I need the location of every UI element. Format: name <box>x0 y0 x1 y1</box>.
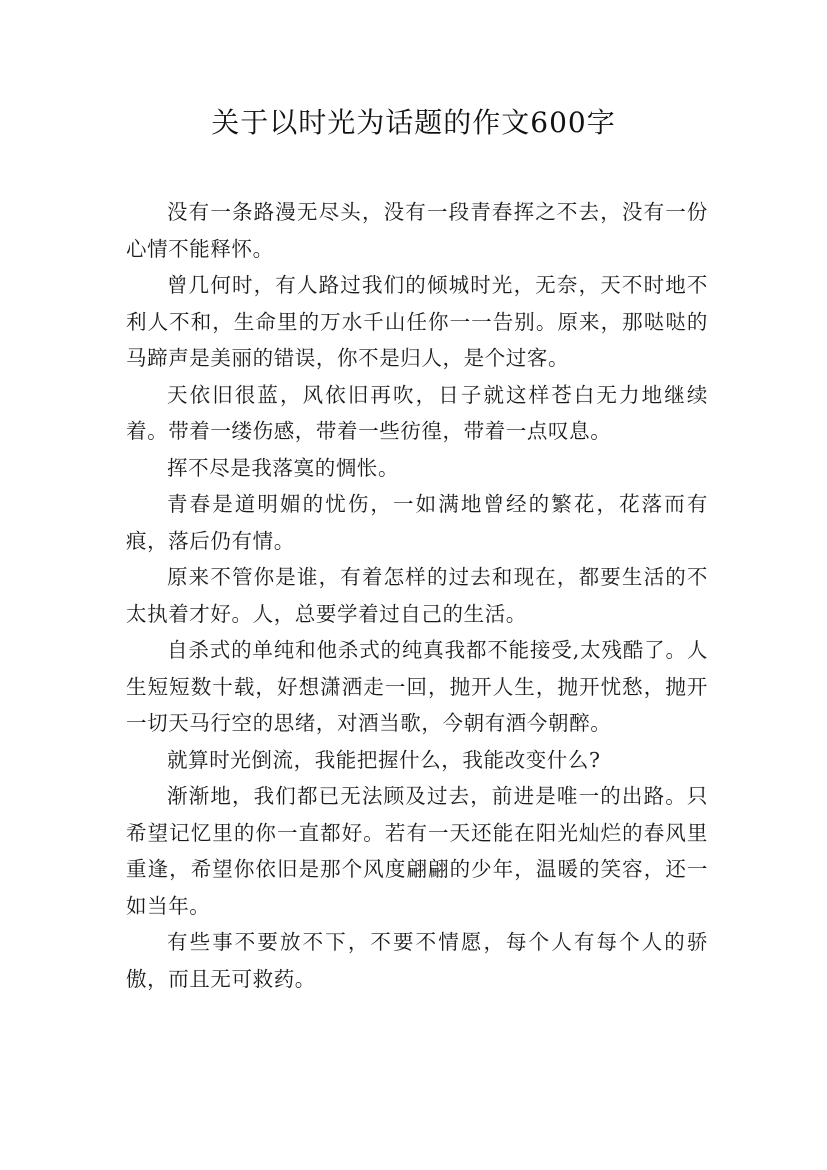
paragraph: 渐渐地，我们都已无法顾及过去，前进是唯一的出路。只希望记忆里的你一直都好。若有一天还能在阳光灿烂的春风里重逢，希望你依旧是那个风度翩翩的少年，温暖的笑容，还一如当年。 <box>126 784 708 918</box>
paragraph: 自杀式的单纯和他杀式的纯真我都不能接受,太残酷了。人生短短数十载，好想潇洒走一回，抛开人生，抛开忧愁，抛开一切天马行空的思绪，对酒当歌，今朝有酒今朝醉。 <box>126 638 708 735</box>
document-title: 关于以时光为话题的作文600字 <box>211 106 616 139</box>
paragraph: 有些事不要放不下，不要不情愿，每个人有每个人的骄傲，而且无可救药。 <box>126 930 708 991</box>
document-body <box>126 194 708 997</box>
paragraph: 青春是道明媚的忧伤，一如满地曾经的繁花，花落而有痕，落后仍有情。 <box>126 492 708 553</box>
paragraph: 天依旧很蓝，风依旧再吹，日子就这样苍白无力地继续着。带着一缕伤感，带着一些彷徨，带着一点叹息。 <box>126 382 708 443</box>
paragraph: 没有一条路漫无尽头，没有一段青春挥之不去，没有一份心情不能释怀。 <box>126 200 708 261</box>
paragraph: 原来不管你是谁，有着怎样的过去和现在，都要生活的不太执着才好。人，总要学着过自己的生活。 <box>126 565 708 626</box>
paragraph: 曾几何时，有人路过我们的倾城时光，无奈，天不时地不利人不和，生命里的万水千山任你一一告别。原来，那哒哒的马蹄声是美丽的错误，你不是归人，是个过客。 <box>126 273 708 370</box>
paragraph: 挥不尽是我落寞的惆怅。 <box>167 455 400 480</box>
paragraph: 就算时光倒流，我能把握什么，我能改变什么? <box>167 747 601 772</box>
